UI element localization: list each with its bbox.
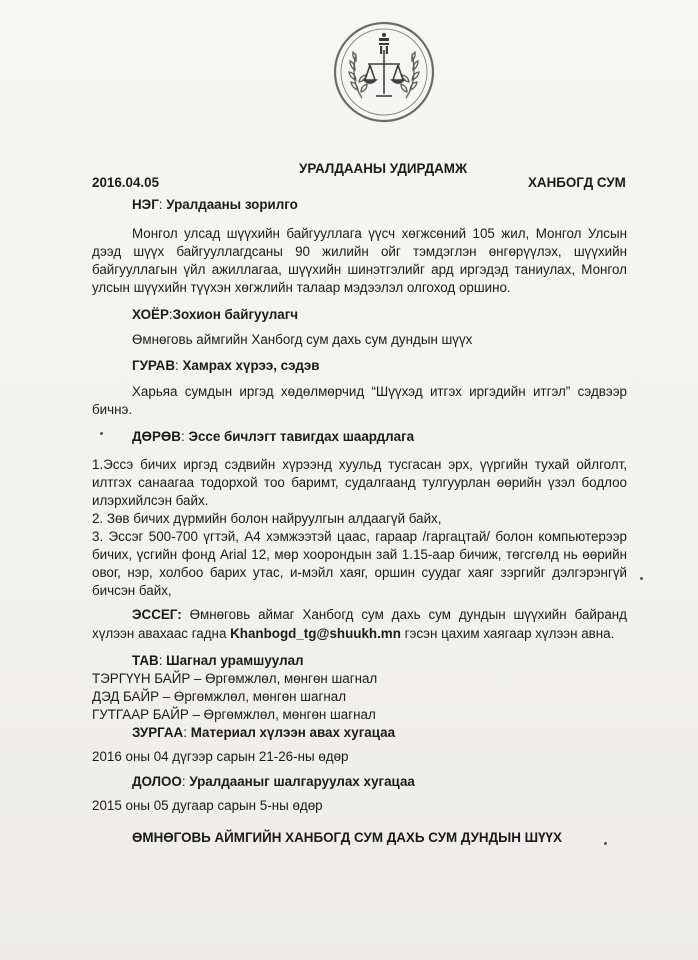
essay-text-pre: хүлээн авахаас гадна xyxy=(92,626,231,641)
prize-second: ДЭД БАЙР – Өргөмжлөл, мөнгөн шагнал xyxy=(92,689,347,704)
essay-email-link[interactable]: Khanbogd_tg@shuukh.mn xyxy=(230,626,401,641)
section-five-heading: ТАВ: Шагнал урамшуулал xyxy=(132,653,304,668)
section-four-heading: ДӨРӨВ: Эссе бичлэгт тавигдах шаардлага xyxy=(132,429,415,444)
section-seven-title: Уралдааныг шалгаруулах хугацаа xyxy=(189,774,415,789)
section-one-line: Монгол улсад шүүхийн байгууллага үүсч хөгжсөний 105 жил, Монгол Улсын xyxy=(132,226,627,241)
essay-text-post: гэсэн цахим хаягаар хүлээн авна. xyxy=(400,626,615,641)
section-six-heading: ЗУРГАА: Материал хүлээн авах хугацаа xyxy=(132,725,396,740)
section-one-line: байгууллагын үйл ажиллагаа, шүүхийн шинэтгэлийг ард иргэдэд таниулах, Монгол xyxy=(92,262,627,277)
section-one-line: дээд шүүх байгууллагдсаны 90 жилийн ойг тэмдэглэн өнгөрүүлэх, шүүхийн xyxy=(92,244,627,259)
section-one-title: Уралдааны зорилго xyxy=(166,197,298,212)
section-six-label: ЗУРГАА xyxy=(132,725,184,740)
section-six-title: Материал хүлээн авах хугацаа xyxy=(190,725,396,740)
section-four-line: 2. Зөв бичих дүрмийн болон найруулгын алдаагүй байх, xyxy=(92,511,442,526)
section-two-title: Зохион байгуулагч xyxy=(172,307,299,322)
essay-line-one xyxy=(132,606,627,623)
section-five-label: ТАВ xyxy=(132,653,159,668)
scan-speck xyxy=(640,577,643,580)
section-three-line: бичнэ. xyxy=(92,402,133,417)
section-one-label: НЭГ xyxy=(132,197,159,212)
document-place: ХАНБОГД СУМ xyxy=(528,175,626,190)
section-five-title: Шагнал урамшуулал xyxy=(166,653,304,668)
essay-text: Өмнөговь аймаг Ханбогд сум дахь сум дундын шүүхийн байранд xyxy=(189,607,627,622)
section-four-title: Эссе бичлэгт тавигдах шаардлага xyxy=(188,429,415,444)
section-four-line: бичих, үсгийн фонд Arial 12, мөр хоорондын зай 1.15-аар бичиж, төгсгөлд нь өөрийн xyxy=(92,547,627,562)
footer-signature: ӨМНӨГОВЬ АЙМГИЙН ХАНБОГД СУМ ДАХЬ СУМ ДУНДЫН ШҮҮХ xyxy=(132,830,562,845)
section-four-line: овог, нэр, холбоо барих утас, и-мэйл хаяг, оршин суудаг хаяг зэргийг дэлгэрэнгүй xyxy=(92,565,627,580)
essay-line-two xyxy=(92,625,614,642)
section-four-line: 1.Эссэ бичих иргэд сэдвийн хүрээнд хуульд тусгасан эрх, үүргийн тухай ойлголт, xyxy=(92,457,627,472)
scan-speck xyxy=(604,842,607,845)
prize-first: ТЭРГҮҮН БАЙР – Өргөмжлөл, мөнгөн шагнал xyxy=(92,671,378,686)
section-four-line: 3. Эссэг 500-700 үгтэй, А4 хэмжээтэй цаас, гараар /гаргацтай/ болон компьютерээр xyxy=(92,529,627,544)
section-four-line: бичсэн байх, xyxy=(92,583,172,598)
section-seven-label: ДОЛОО xyxy=(132,774,182,789)
section-two-label: ХОЁР xyxy=(132,307,169,322)
section-four-line: илэрхийлсэн байх. xyxy=(92,493,209,508)
document-title: УРАЛДААНЫ УДИРДАМЖ xyxy=(299,161,468,176)
court-emblem-icon xyxy=(332,20,436,124)
section-six-text: 2016 оны 04 дүгээр сарын 21-26-ны өдөр xyxy=(92,749,349,764)
section-three-label: ГУРАВ xyxy=(132,358,176,373)
section-one-heading: НЭГ: Уралдааны зорилго xyxy=(132,197,298,212)
section-four-label: ДӨРӨВ xyxy=(132,429,181,444)
section-three-line: Харьяа сумдын иргэд хөдөлмөрчид “Шүүхэд итгэх иргэдийн итгэл” сэдвээр xyxy=(132,384,627,399)
section-one-line: улсын шүүхийн түүхэн хөгжлийн талаар мэдээлэл олгоход оршино. xyxy=(92,280,511,295)
document-date: 2016.04.05 xyxy=(92,175,160,190)
section-four-line: илтгэх санаагаа тодорхой тоо баримт, судалгаанд тулгуурлан өөрийн үзэл бодлоо xyxy=(92,475,627,490)
prize-third: ГУТГААР БАЙР – Өргөмжлөл, мөнгөн шагнал xyxy=(92,707,376,722)
section-three-title: Хамрах хүрээ, сэдэв xyxy=(182,358,320,373)
section-three-heading: ГУРАВ: Хамрах хүрээ, сэдэв xyxy=(132,358,320,373)
section-two-text: Өмнөговь аймгийн Ханбогд сум дахь сум дундын шүүх xyxy=(132,332,473,347)
essay-label: ЭССЕГ: xyxy=(132,607,182,622)
section-two-heading: ХОЁР:Зохион байгуулагч xyxy=(132,307,299,322)
section-seven-heading: ДОЛОО: Уралдааныг шалгаруулах хугацаа xyxy=(132,774,415,789)
scan-speck xyxy=(100,432,103,435)
section-seven-text: 2015 оны 05 дугаар сарын 5-ны өдөр xyxy=(92,798,323,813)
